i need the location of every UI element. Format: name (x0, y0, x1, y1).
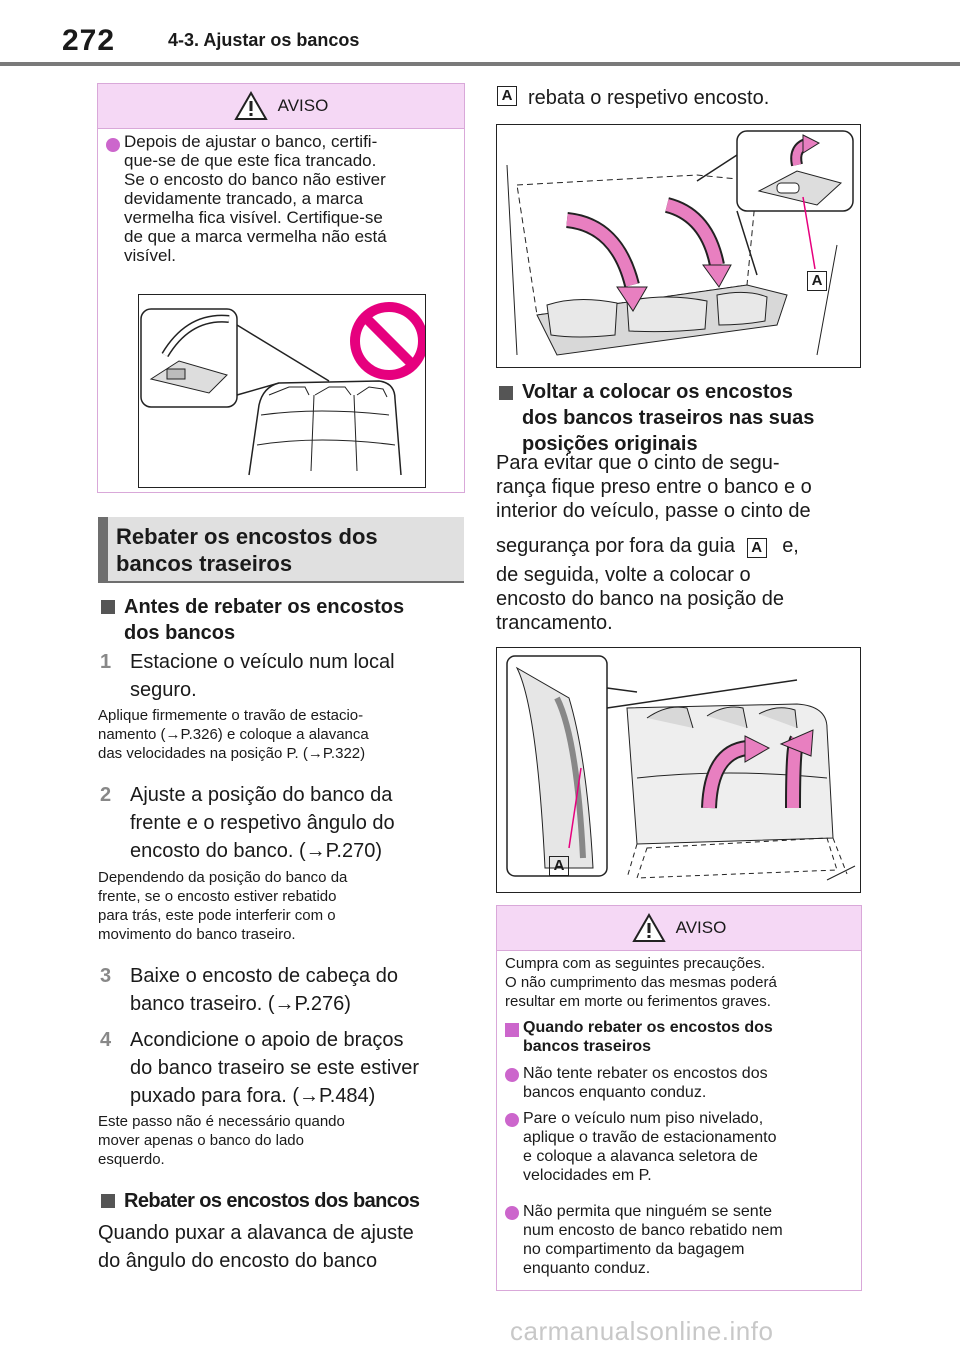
restore-seat-illustration (496, 647, 861, 893)
warning-text: Depois de ajustar o banco, certifi- que-se de que este fica trancado. Se o encosto do banco não estiver devidamente trancado, a marca vermelha fica visível. Certifique-se de que a marca vermelha não está visível. (124, 132, 387, 265)
heading-square-icon (101, 1194, 115, 1208)
restore-text-line4: segurança por fora da guia A e, (496, 535, 799, 557)
restore-text: Para evitar que o cinto de segu- rança fique preso entre o banco e o interior do veículo, passe o cinto de (496, 452, 812, 522)
label-a: A (747, 538, 767, 558)
bullet-dot-icon (505, 1068, 519, 1082)
section-title-box (98, 517, 464, 583)
fold-continuation: rebata o respetivo encosto. (528, 87, 770, 109)
page-number: 272 (62, 24, 116, 57)
step-1: 1 Estacione o veículo num local seguro. (100, 651, 395, 701)
warning-bullet-2: Pare o veículo num piso nivelado, aplique o travão de estacionamento e coloque a alavanca seletora de velocidades em P. (523, 1110, 777, 1184)
fold-text: Quando puxar a alavanca de ajuste do ângulo do encosto do banco (98, 1222, 414, 1272)
warning-bullet-1: Não tente rebater os encostos dos bancos enquanto conduz. (523, 1065, 768, 1101)
warning-triangle-icon (234, 91, 268, 121)
bullet-dot-icon (505, 1113, 519, 1127)
step-4-note: Este passo não é necessário quando mover apenas o banco do lado esquerdo. (98, 1113, 345, 1168)
warning-subheading: Quando rebater os encostos dos bancos traseiros (523, 1019, 773, 1055)
section-title: Rebater os encostos dos bancos traseiros (116, 524, 378, 576)
warning-intro: Cumpra com as seguintes precauções. O não cumprimento das mesmas poderá resultar em morte ou ferimentos graves. (505, 955, 777, 1010)
warning-title: AVISO (277, 96, 329, 115)
warning-header (497, 906, 861, 951)
seat-lock-illustration (138, 294, 426, 488)
heading-square-icon (101, 600, 115, 614)
before-heading: Antes de rebater os encostos dos bancos (124, 596, 405, 644)
watermark: carmanualsonline.info (510, 1316, 774, 1346)
subheading-square-icon (505, 1023, 519, 1037)
fold-seat-illustration (496, 124, 861, 368)
step-1-note: Aplique firmemente o travão de estacio- namento (→P.326) e coloque a alavanca das velocidades na posição P. (→P.322) (98, 707, 369, 762)
bullet-dot-icon (106, 138, 120, 152)
warning-bullet-3: Não permita que ninguém se sente num encosto de banco rebatido nem no compartimento da bagagem enquanto conduz. (523, 1203, 783, 1277)
step-2-note: Dependendo da posição do banco da frente, se o encosto estiver rebatido para trás, este pode interferir com o movimento do banco traseiro. (98, 869, 348, 943)
warning-triangle-icon (632, 913, 666, 943)
restore-heading: Voltar a colocar os encostos dos bancos traseiros nas suas posições originais (522, 381, 815, 455)
step-3: 3 Baixe o encosto de cabeça do banco traseiro. (→P.276) (100, 965, 398, 1015)
bullet-dot-icon (505, 1206, 519, 1220)
chapter-title: 4-3. Ajustar os bancos (168, 30, 360, 50)
warning-box-2 (496, 905, 862, 1291)
heading-square-icon (499, 386, 513, 400)
warning-header (98, 84, 464, 129)
step-2: 2 Ajuste a posição do banco da frente e o respetivo ângulo do encosto do banco. (→P.270) (100, 784, 395, 862)
warning-box-1 (97, 83, 465, 493)
fold-heading: Rebater os encostos dos bancos (124, 1190, 420, 1212)
header-rule (0, 62, 960, 66)
restore-text-end: de seguida, volte a colocar o encosto do banco na posição de trancamento. (496, 564, 784, 634)
figure-label-a: A (807, 271, 827, 291)
figure-label-a: A (549, 856, 569, 876)
step-4: 4 Acondicione o apoio de braços do banco traseiro se este estiver puxado para fora. (→P.484) (100, 1029, 420, 1107)
warning-title: AVISO (675, 918, 727, 937)
label-a: A (497, 86, 517, 106)
